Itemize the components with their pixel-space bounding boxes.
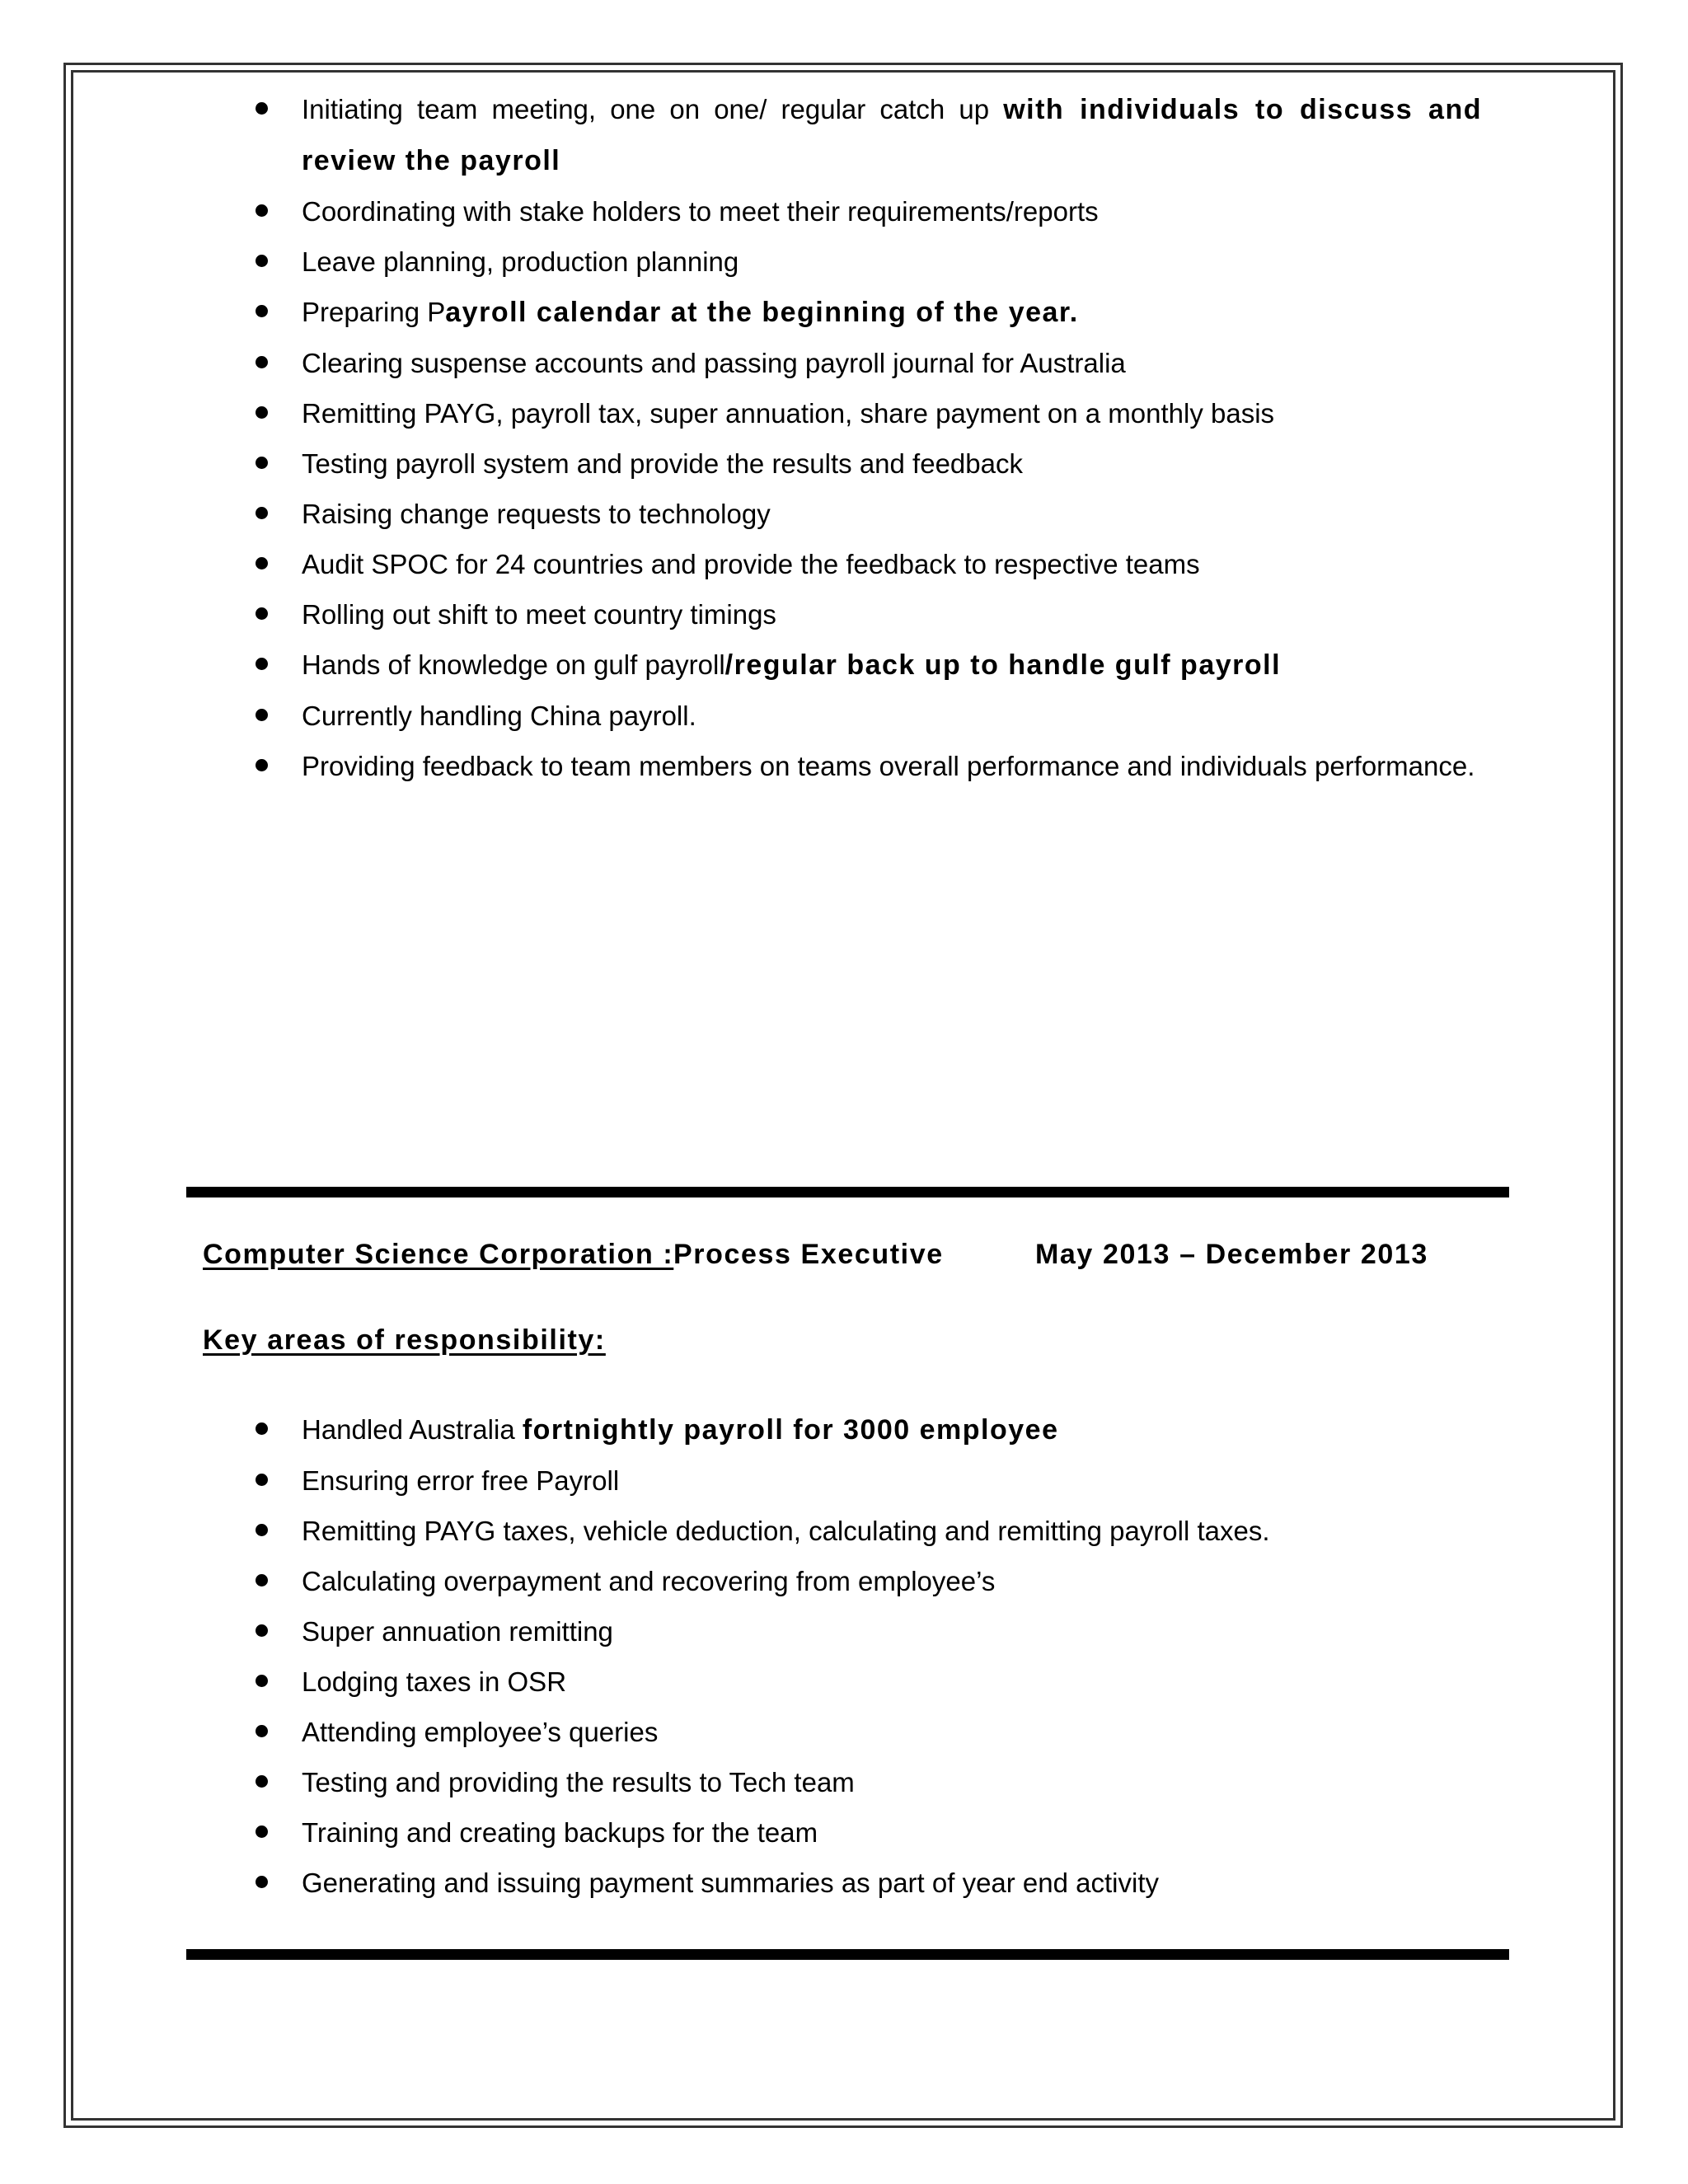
list-item (302, 1757, 1482, 1807)
list-item (302, 1606, 1482, 1657)
bullet-text: Hands of knowledge on gulf payroll (302, 649, 725, 680)
section-divider-bottom (186, 1949, 1509, 1960)
bullet-text: Generating and issuing payment summaries as part of year end activity (302, 1868, 1160, 1898)
list-item (302, 1858, 1482, 1908)
bullet-text: Providing feedback to team members on teams overall performance and individuals performance. (302, 751, 1475, 781)
bullet-text: Testing payroll system and provide the results and feedback (302, 448, 1023, 479)
bullet-text: Training and creating backups for the team (302, 1817, 818, 1848)
list-item (302, 438, 1482, 489)
list-item (302, 489, 1482, 539)
bullet-text: Clearing suspense accounts and passing payroll journal for Australia (302, 348, 1126, 378)
section-divider-top (186, 1187, 1509, 1197)
list-item (302, 1657, 1482, 1707)
bullet-text: Lodging taxes in OSR (302, 1666, 567, 1697)
bullet-text: Ensuring error free Payroll (302, 1465, 620, 1496)
bullet-text: Initiating team meeting, one on one/ regular catch up (302, 94, 1004, 124)
list-item (302, 1707, 1482, 1757)
list-item (302, 1506, 1482, 1556)
list-item (302, 589, 1482, 640)
bullet-text: Leave planning, production planning (302, 246, 739, 277)
bullet-text: Coordinating with stake holders to meet their requirements/reports (302, 196, 1099, 227)
job-header (203, 1239, 1522, 1278)
list-item (302, 1404, 1482, 1455)
bullet-text: Currently handling China payroll. (302, 701, 696, 731)
bullet-text: Preparing P (302, 297, 446, 327)
list-item (302, 84, 1482, 186)
company-name: Computer Science Corporation : (203, 1239, 674, 1270)
list-item (302, 338, 1482, 388)
bullet-text-bold: fortnightly payroll for 3000 employee (522, 1414, 1059, 1446)
list-item (302, 237, 1482, 287)
responsibilities-list (302, 1404, 1482, 1908)
list-item (302, 388, 1482, 438)
list-item (302, 1556, 1482, 1606)
bullet-text-bold: with individuals to discuss and review the payroll (302, 94, 1482, 176)
bullet-text: Attending employee’s queries (302, 1717, 659, 1747)
job-dates: May 2013 – December 2013 (1035, 1239, 1428, 1270)
responsibilities-heading: Key areas of responsibility: (203, 1324, 606, 1356)
bullet-text: Handled Australia (302, 1414, 523, 1445)
list-item (302, 640, 1482, 691)
bullet-text-bold: /regular back up to handle gulf payroll (724, 649, 1282, 681)
list-item (302, 691, 1482, 741)
job-role: Process Executive (673, 1239, 944, 1270)
list-item (302, 1807, 1482, 1858)
list-item (302, 1455, 1482, 1506)
bullet-text: Remitting PAYG, payroll tax, super annuation, share payment on a monthly basis (302, 398, 1275, 429)
bullet-text-bold: ayroll calendar at the beginning of the year. (445, 297, 1079, 328)
bullet-text: Calculating overpayment and recovering from employee’s (302, 1566, 996, 1596)
list-item (302, 186, 1482, 237)
payroll-duties-list (302, 84, 1482, 791)
bullet-text: Audit SPOC for 24 countries and provide the feedback to respective teams (302, 549, 1200, 579)
bullet-text: Rolling out shift to meet country timings (302, 599, 776, 630)
list-item (302, 539, 1482, 589)
bullet-text: Super annuation remitting (302, 1616, 613, 1647)
bullet-text: Testing and providing the results to Tech team (302, 1767, 855, 1797)
bullet-text: Raising change requests to technology (302, 499, 771, 529)
list-item (302, 287, 1482, 338)
list-item (302, 741, 1482, 791)
bullet-text: Remitting PAYG taxes, vehicle deduction, calculating and remitting payroll taxes. (302, 1516, 1270, 1546)
